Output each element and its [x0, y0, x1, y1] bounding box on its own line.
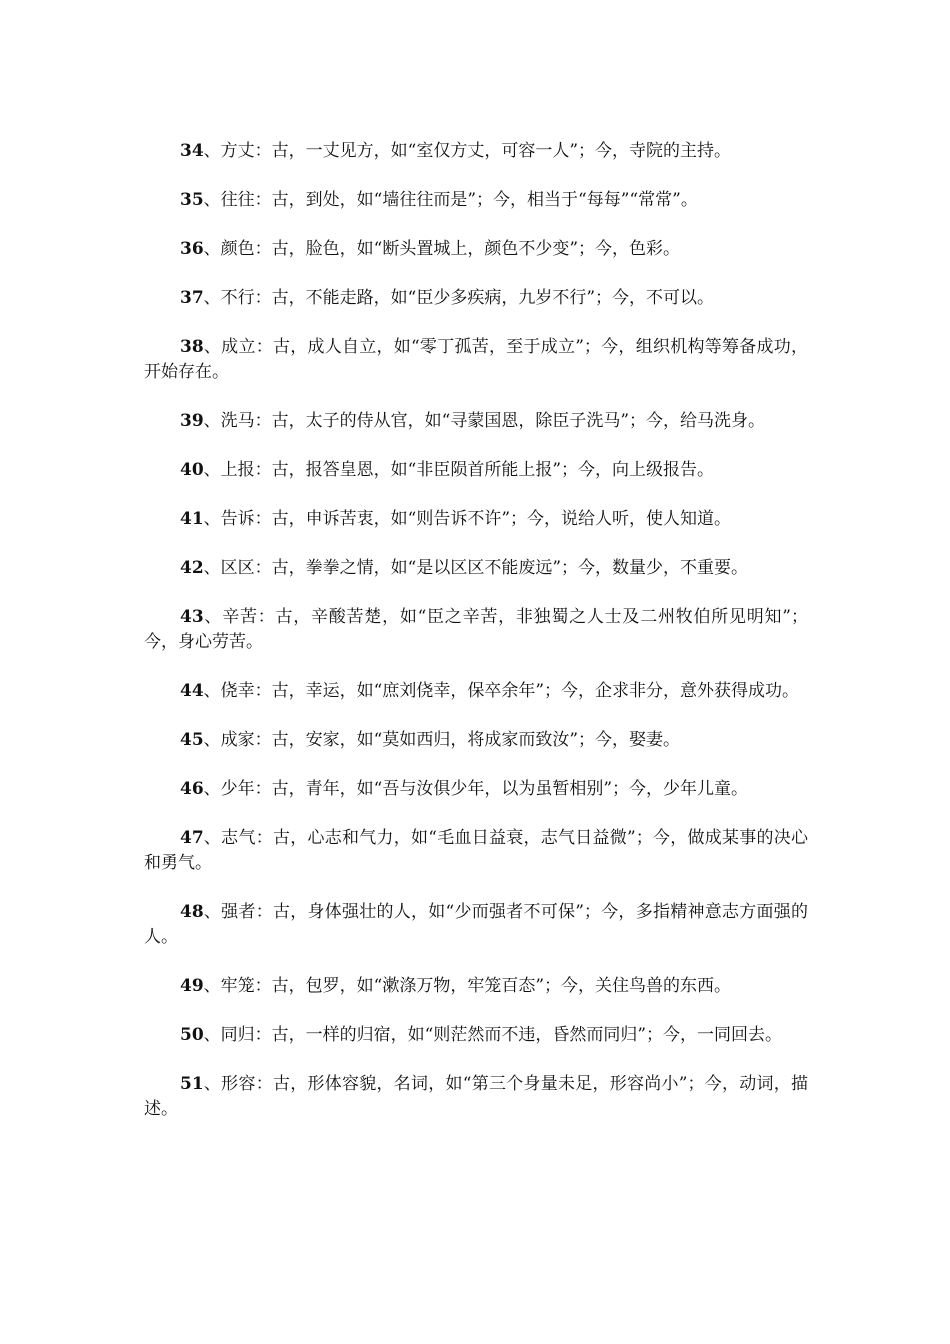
- entry-text: 、侥幸：古，幸运，如“庶刘侥幸，保卒余年”；今，企求非分，意外获得成功。: [203, 681, 800, 701]
- entry-34: [144, 139, 808, 164]
- entry-47: [144, 826, 808, 876]
- entry-48: [144, 900, 808, 950]
- entry-text: 、颜色：古，脸色，如“断头置城上，颜色不少变”；今，色彩。: [203, 239, 681, 259]
- entry-number: 48: [180, 902, 204, 922]
- entry-text: 、区区：古，拳拳之情，如“是以区区不能废远”；今，数量少，不重要。: [203, 558, 749, 578]
- entry-35: [144, 188, 808, 213]
- entry-number: 39: [180, 411, 204, 431]
- entry-36: [144, 237, 808, 262]
- entry-text: 、形容：古，形体容貌，名词，如“第三个身量未足，形容尚小”；今，动词，描述。: [144, 1074, 808, 1119]
- entry-49: [144, 974, 808, 999]
- entry-list: [144, 139, 808, 1146]
- entry-number: 45: [180, 730, 204, 750]
- entry-text: 、成家：古，安家，如“莫如西归，将成家而致汝”；今，娶妻。: [203, 730, 681, 750]
- entry-text: 、往往：古，到处，如“墙往往而是”；今，相当于“每每”“常常”。: [203, 190, 698, 210]
- entry-41: [144, 507, 808, 532]
- entry-text: 、辛苦：古，辛酸苦楚，如“臣之辛苦，非独蜀之人士及二州牧伯所见明知”；今，身心劳苦。: [144, 607, 808, 652]
- entry-number: 36: [180, 239, 204, 259]
- entry-51: [144, 1072, 808, 1122]
- entry-text: 、同归：古，一样的归宿，如“则茫然而不违，昏然而同归”；今，一同回去。: [203, 1025, 783, 1045]
- entry-45: [144, 728, 808, 753]
- entry-42: [144, 556, 808, 581]
- entry-text: 、志气：古，心志和气力，如“毛血日益衰，志气日益微”；今，做成某事的决心和勇气。: [144, 828, 808, 873]
- entry-37: [144, 286, 808, 311]
- entry-text: 、不行：古，不能走路，如“臣少多疾病，九岁不行”；今，不可以。: [203, 288, 715, 308]
- entry-number: 41: [180, 509, 204, 529]
- entry-50: [144, 1023, 808, 1048]
- entry-number: 50: [180, 1025, 204, 1045]
- entry-40: [144, 458, 808, 483]
- entry-number: 47: [180, 828, 204, 848]
- entry-number: 34: [180, 141, 204, 161]
- entry-text: 、方丈：古，一丈见方，如“室仅方丈，可容一人”；今，寺院的主持。: [203, 141, 732, 161]
- entry-text: 、上报：古，报答皇恩，如“非臣陨首所能上报”；今，向上级报告。: [203, 460, 715, 480]
- entry-44: [144, 679, 808, 704]
- entry-text: 、牢笼：古，包罗，如“漱涤万物，牢笼百态”；今，关住鸟兽的东西。: [203, 976, 732, 996]
- entry-number: 38: [180, 337, 204, 357]
- entry-text: 、强者：古，身体强壮的人，如“少而强者不可保”；今，多指精神意志方面强的人。: [144, 902, 808, 947]
- entry-text: 、告诉：古，申诉苦衷，如“则告诉不许”；今，说给人听，使人知道。: [203, 509, 732, 529]
- entry-number: 44: [180, 681, 204, 701]
- entry-number: 42: [180, 558, 204, 578]
- entry-number: 51: [180, 1074, 204, 1094]
- entry-number: 43: [180, 607, 204, 627]
- entry-43: [144, 605, 808, 655]
- entry-number: 46: [180, 779, 204, 799]
- entry-number: 40: [180, 460, 204, 480]
- entry-number: 37: [180, 288, 204, 308]
- entry-text: 、成立：古，成人自立，如“零丁孤苦，至于成立”；今，组织机构等筹备成功，开始存在。: [144, 337, 808, 382]
- entry-text: 、少年：古，青年，如“吾与汝俱少年，以为虽暂相别”；今，少年儿童。: [203, 779, 749, 799]
- entry-39: [144, 409, 808, 434]
- entry-number: 35: [180, 190, 204, 210]
- entry-38: [144, 335, 808, 385]
- entry-text: 、洗马：古，太子的侍从官，如“寻蒙国恩，除臣子洗马”；今，给马洗身。: [203, 411, 766, 431]
- entry-46: [144, 777, 808, 802]
- entry-number: 49: [180, 976, 204, 996]
